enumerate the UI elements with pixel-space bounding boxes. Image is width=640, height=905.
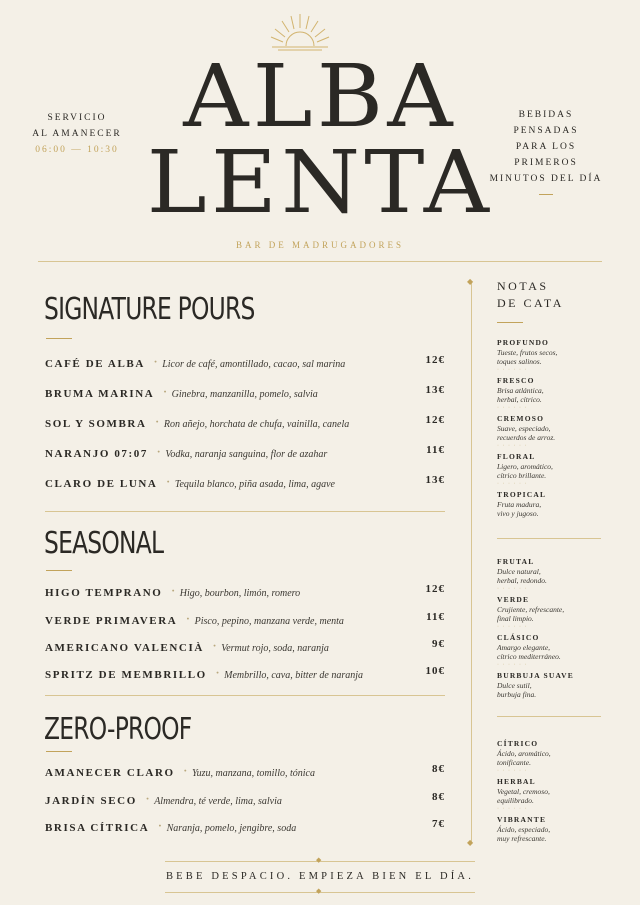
menu-item-price: 12€ (425, 414, 445, 426)
header-divider (38, 261, 602, 262)
tasting-note-name: VIBRANTE (497, 815, 547, 824)
menu-item-description: Ginebra, manzanilla, pomelo, salvia (171, 389, 318, 400)
tasting-note (497, 815, 607, 843)
menu-item-name: HIGO TEMPRANO (45, 587, 163, 599)
header-tagline-right (485, 107, 607, 195)
bullet-dot: · (157, 818, 163, 835)
notes-group-2 (497, 557, 607, 701)
tasting-note-name: BURBUJA SUAVE (497, 671, 574, 680)
section-divider (45, 695, 445, 696)
menu-item (45, 665, 445, 683)
tasting-note-desc: tonificante. (497, 758, 531, 767)
note-separator: · · · · · · (497, 662, 528, 668)
rising-sun-icon (262, 12, 338, 52)
right-line-2: PARA LOS PRIMEROS (514, 142, 578, 168)
menu-item-price: 13€ (425, 474, 445, 486)
tasting-note-desc: burbuja fina. (497, 690, 537, 699)
tasting-note (497, 414, 607, 450)
menu-item-name: BRUMA MARINA (45, 388, 155, 400)
section-title-seasonal: SEASONAL (44, 526, 164, 561)
section-divider (45, 511, 445, 512)
note-separator: · · · · · · (497, 367, 528, 373)
tasting-note-desc: cítrico mediterráneo. (497, 652, 561, 661)
menu-item (45, 354, 445, 372)
right-line-3: MINUTOS DEL DÍA (489, 174, 603, 184)
tasting-note-desc: vivo y jugoso. (497, 509, 539, 518)
note-separator: · · · · · · (497, 586, 528, 592)
menu-item-name: CAFÉ DE ALBA (45, 358, 145, 370)
menu-item-description: Membrillo, cava, bitter de naranja (224, 670, 364, 681)
diamond-icon: ◆ (316, 856, 322, 864)
bullet-dot: · (154, 414, 160, 431)
menu-item-description: Ron añejo, horchata de chufa, vainilla, canela (163, 419, 350, 430)
tasting-note (497, 671, 607, 699)
tasting-note-name: TROPICAL (497, 490, 547, 499)
diamond-icon: ◆ (467, 838, 474, 847)
note-separator: · · · · · · (497, 806, 528, 812)
menu-item (45, 444, 445, 462)
column-divider (471, 283, 472, 843)
menu-item (45, 611, 445, 629)
tasting-note (497, 490, 607, 518)
right-line-1: BEBIDAS PENSADAS (513, 110, 579, 136)
menu-item-description: Pisco, pepino, manzana verde, menta (194, 616, 344, 627)
menu-item-price: 12€ (425, 583, 445, 595)
brand-line-1: ALBA (183, 47, 457, 147)
brand-line-2: LENTA (146, 133, 494, 233)
tasting-note-desc: Brisa atlántica, (497, 386, 544, 395)
tasting-note-desc: Crujiente, refrescante, (497, 605, 565, 614)
service-hours (22, 110, 132, 158)
tasting-note (497, 633, 607, 669)
menu-item (45, 791, 445, 809)
tasting-note (497, 557, 607, 593)
tasting-note-desc: Amargo elegante, (497, 643, 551, 652)
menu-item (45, 818, 445, 836)
tasting-note-name: PROFUNDO (497, 338, 550, 347)
service-label-1: SERVICIO (47, 113, 107, 123)
tasting-note-desc: toques salinos. (497, 357, 542, 366)
menu-item-price: 11€ (426, 444, 445, 456)
section-dash (46, 570, 72, 571)
tasting-note-desc: equilibrado. (497, 796, 534, 805)
tasting-note-desc: Ácido, aromático, (497, 749, 551, 758)
menu-item-description: Licor de café, amontillado, cacao, sal marina (162, 359, 346, 370)
notes-title (497, 278, 564, 312)
menu-item-name: VERDE PRIMAVERA (45, 615, 178, 627)
menu-item (45, 474, 445, 492)
bullet-dot: · (182, 763, 188, 780)
menu-item-price: 8€ (432, 763, 445, 775)
tasting-note-name: HERBAL (497, 777, 536, 786)
notes-group-1 (497, 338, 607, 520)
bullet-dot: · (156, 444, 162, 461)
menu-item-name: CLARO DE LUNA (45, 478, 158, 490)
menu-item-name: AMERICANO VALENCIÀ (45, 642, 204, 654)
tasting-note (497, 595, 607, 631)
menu-item-description: Vodka, naranja sanguina, flor de azahar (165, 449, 328, 460)
menu-item-name: SOL Y SOMBRA (45, 418, 147, 430)
menu-item-description: Yuzu, manzana, tomillo, tónica (191, 768, 315, 779)
menu-item (45, 583, 445, 601)
tasting-note (497, 452, 607, 488)
menu-item-price: 13€ (425, 384, 445, 396)
tasting-note (497, 777, 607, 813)
notes-dash (497, 322, 523, 323)
tasting-note-desc: Fruta madura, (497, 500, 542, 509)
tasting-note-desc: Dulce sutil, (497, 681, 532, 690)
tasting-note-desc: recuerdos de arroz. (497, 433, 556, 442)
bullet-dot: · (170, 583, 176, 600)
tasting-note-desc: muy refrescante. (497, 834, 547, 843)
service-label-2: AL AMANECER (32, 129, 122, 139)
brand-wordmark (130, 47, 510, 233)
bullet-dot: · (162, 384, 168, 401)
tasting-note-name: FRESCO (497, 376, 535, 385)
right-divider (539, 194, 553, 195)
menu-item-name: AMANECER CLARO (45, 767, 175, 779)
tasting-note-name: VERDE (497, 595, 530, 604)
menu-item-name: BRISA CÍTRICA (45, 822, 150, 834)
note-separator: · · · · · · (497, 405, 528, 411)
menu-item-price: 9€ (432, 638, 445, 650)
tasting-note-name: CÍTRICO (497, 739, 539, 748)
bullet-dot: · (144, 791, 151, 808)
notes-divider (497, 538, 601, 539)
bullet-dot: · (214, 665, 221, 682)
menu-item-description: Vermut rojo, soda, naranja (221, 643, 329, 654)
notes-group-3 (497, 739, 607, 845)
bullet-dot: · (185, 611, 191, 628)
menu-item-description: Higo, bourbon, limón, romero (179, 588, 301, 599)
service-hours-value: 06:00 — 10:30 (35, 145, 119, 155)
menu-item (45, 638, 445, 656)
diamond-icon: ◆ (467, 277, 474, 286)
note-separator: · · · · · · (497, 481, 528, 487)
notes-title-line-2: DE CATA (497, 296, 564, 310)
tasting-note-desc: herbal, cítrico. (497, 395, 542, 404)
menu-item (45, 384, 445, 402)
tasting-note-desc: Ácido, especiado, (497, 825, 551, 834)
tasting-note (497, 376, 607, 412)
menu-item-price: 12€ (425, 354, 445, 366)
menu-item-name: SPRITZ DE MEMBRILLO (45, 669, 207, 681)
menu-item-name: JARDÍN SECO (45, 795, 137, 807)
footer-motto: BEBE DESPACIO. EMPIEZA BIEN EL DÍA. (165, 871, 475, 882)
menu-item (45, 414, 445, 432)
tasting-note-name: CLÁSICO (497, 633, 540, 642)
note-separator: · · · · · · (497, 624, 528, 630)
menu-item-description: Naranja, pomelo, jengibre, soda (166, 823, 297, 834)
tasting-note-desc: Vegetal, cremoso, (497, 787, 550, 796)
tasting-note-desc: Dulce natural, (497, 567, 541, 576)
menu-item-description: Almendra, té verde, lima, salvia (154, 796, 282, 807)
menu-item-price: 7€ (432, 818, 445, 830)
note-separator: · · · · · · (497, 768, 528, 774)
section-dash (46, 338, 72, 339)
menu-item (45, 763, 445, 781)
menu-item-price: 11€ (426, 611, 445, 623)
section-dash (46, 751, 72, 752)
tasting-note-desc: herbal, redondo. (497, 576, 547, 585)
bullet-dot: · (165, 474, 171, 491)
section-title-signature: SIGNATURE POURS (44, 292, 255, 327)
tasting-note-desc: cítrico brillante. (497, 471, 547, 480)
tasting-note-name: FRUTAL (497, 557, 535, 566)
tasting-note (497, 739, 607, 775)
diamond-icon: ◆ (316, 887, 322, 895)
tasting-note-name: CREMOSO (497, 414, 545, 423)
section-title-zero-proof: ZERO-PROOF (44, 712, 192, 747)
tasting-note-desc: Tueste, frutos secos, (497, 348, 558, 357)
tasting-note-desc: Ligero, aromático, (497, 462, 553, 471)
menu-item-name: NARANJO 07:07 (45, 448, 148, 460)
tasting-note-name: FLORAL (497, 452, 536, 461)
bullet-dot: · (211, 638, 218, 655)
note-separator: · · · · · · (497, 443, 528, 449)
menu-item-price: 8€ (432, 791, 445, 803)
bullet-dot: · (152, 354, 159, 371)
menu-item-description: Tequila blanco, piña asada, lima, agave (174, 479, 335, 490)
tasting-note-desc: final limpio. (497, 614, 534, 623)
tasting-note-desc: Suave, especiado, (497, 424, 551, 433)
tasting-note (497, 338, 607, 374)
menu-item-price: 10€ (425, 665, 445, 677)
brand-tagline: BAR DE MADRUGADORES (235, 240, 404, 250)
notes-divider (497, 716, 601, 717)
notes-title-line-1: NOTAS (497, 279, 549, 293)
